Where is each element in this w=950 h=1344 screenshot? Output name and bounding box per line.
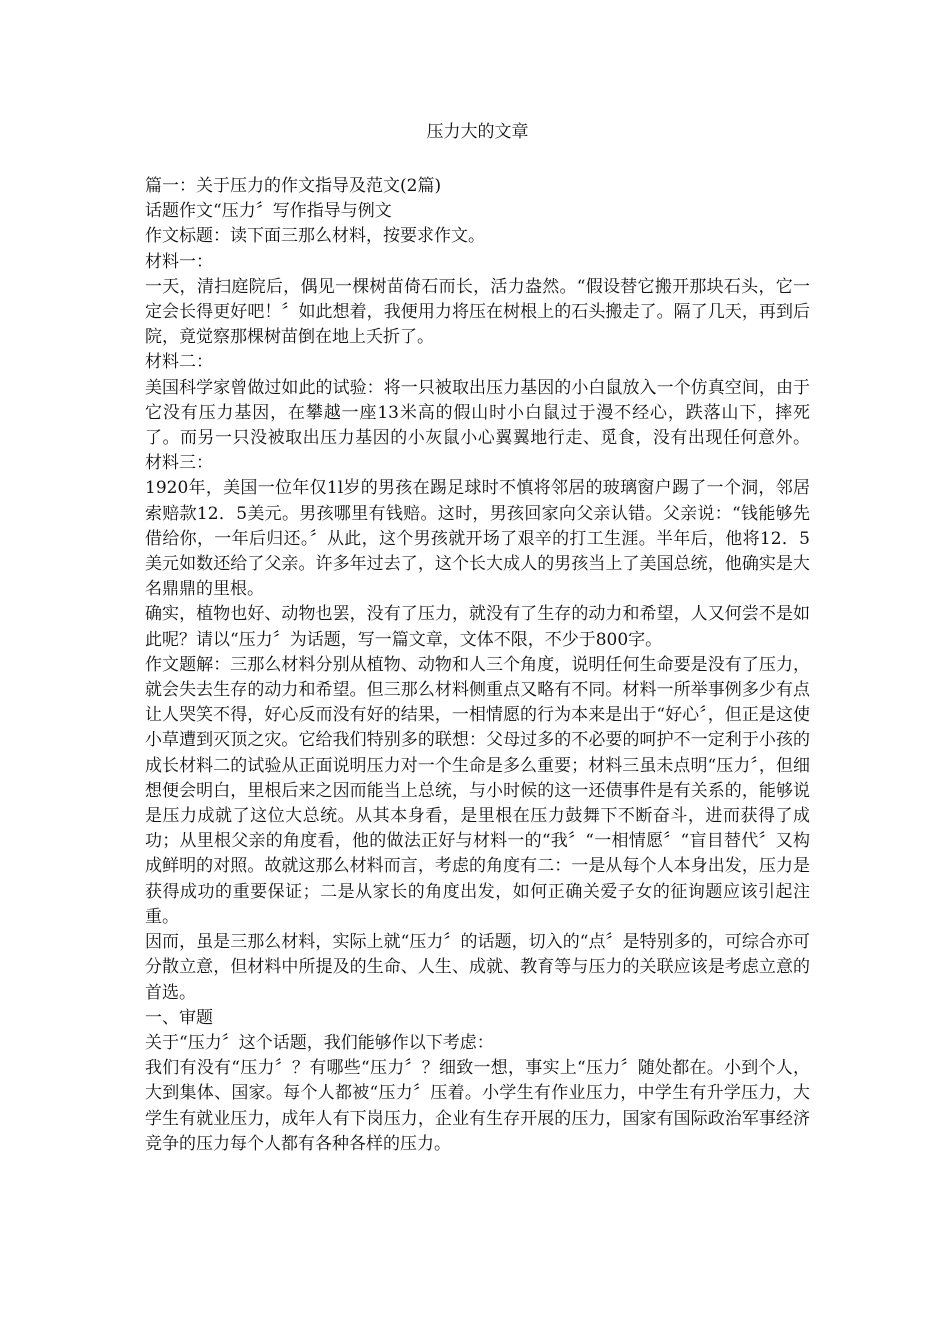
paragraph-consideration: 关于“压力〞这个话题，我们能够作以下考虑： [145,1032,494,1053]
paragraph-heading-review: 一、审题 [145,1007,213,1028]
paragraph-analysis: 作文题解：三那么材料分别从植物、动物和人三个角度，说明任何生命要是没有了压力，就会失去生存的动力和希望。但三那么材料侧重点又略有不同。材料一所举事例多少有点让人哭笑不得，好心反而没有好的结果，一相情愿的行为本来是出于“好心〞，但正是这使小草遭到灭顶之灾。它给我们特别多的联想：父母过多的不必要的呵护不一定利于小孩的成长材料二的试验从正面说明压力对一个生命是多么重要；材料三虽未点明“压力〞，但细想便会明白，里根后来之因而能当上总统，与小时候的这一还债事件是有关系的，能够说是压力成就了这位大总统。从其本身看，是里根在压力鼓舞下不断奋斗，进而获得了成功；从里根父亲的角度看，他的做法正好与材料一的“我〞“一相情愿〞“盲目替代〞又构成鲜明的对照。故就这那么材料而言，考虑的角度有二：一是从每个人本身出发，压力是获得成功的重要保证；二是从家长的角度出发，如何正确关爱子女的征询题应该引起注重。 [145,654,810,927]
paragraph-essay-prompt: 作文标题：读下面三那么材料，按要求作文。 [145,226,485,247]
paragraph-topic-instruction: 确实，植物也好、动物也罢，没有了压力，就没有了生存的动力和希望，人又何尝不是如此呢？请以“压力〞为话题，写一篇文章，文体不限，不少于800字。 [145,604,810,650]
paragraph-section-heading: 篇一：关于压力的作文指导及范文(2篇) [145,176,442,196]
paragraph-material-three: 1920年，美国一位年仅1l岁的男孩在踢足球时不慎将邻居的玻璃窗户踢了一个洞，邻居索赔款12．5美元。男孩哪里有钱赔。这时，男孩回家向父亲认错。父亲说：“钱能够先借给你，一年后归还。〞从此，这个男孩就开场了艰辛的打工生涯。半年后，他将12．5美元如数还给了父亲。许多年过去了，这个长大成人的男孩当上了美国总统，他确实是大名鼎鼎的里根。 [145,478,810,600]
paragraph-subtitle: 话题作文“压力〞写作指导与例文 [145,201,392,222]
document-title: 压力大的文章 [426,122,529,142]
paragraph-conclusion: 因而，虽是三那么材料，实际上就“压力〞的话题，切入的“点〞是特别多的，可综合亦可分散立意，但材料中所提及的生命、人生、成就、教育等与压力的关联应该是考虑立意的首选。 [145,932,810,1003]
paragraph-material-one-label: 材料一： [145,251,213,272]
paragraph-material-two: 美国科学家曾做过如此的试验：将一只被取出压力基因的小白鼠放入一个仿真空间，由于它没有压力基因，在攀越一座13米高的假山时小白鼠过于漫不经心，跌落山下，摔死了。而另一只没被取出压力基因的小灰鼠小心翼翼地行走、觅食，没有出现任何意外。 材料三： [145,377,810,474]
paragraph-pressure-everywhere: 我们有没有“压力〞？有哪些“压力〞？细致一想，事实上“压力〞随处都在。小到个人，大到集体、国家。每个人都被“压力〞压着。小学生有作业压力，中学生有升学压力，大学生有就业压力，成年人有下岗压力，企业有生存开展的压力，国家有国际政治军事经济竞争的压力每个人都有各种各样的压力。 [145,1058,810,1154]
paragraph-material-two-label: 材料二： [145,352,213,373]
document-page [145,120,810,1157]
paragraph-material-one: 一天，清扫庭院后，偶见一棵树苗倚石而长，活力盎然。“假设替它搬开那块石头，它一定会长得更好吧！〞如此想着，我便用力将压在树根上的石头搬走了。隔了几天，再到后院，竟觉察那棵树苗倒在地上夭折了。 [145,276,810,348]
